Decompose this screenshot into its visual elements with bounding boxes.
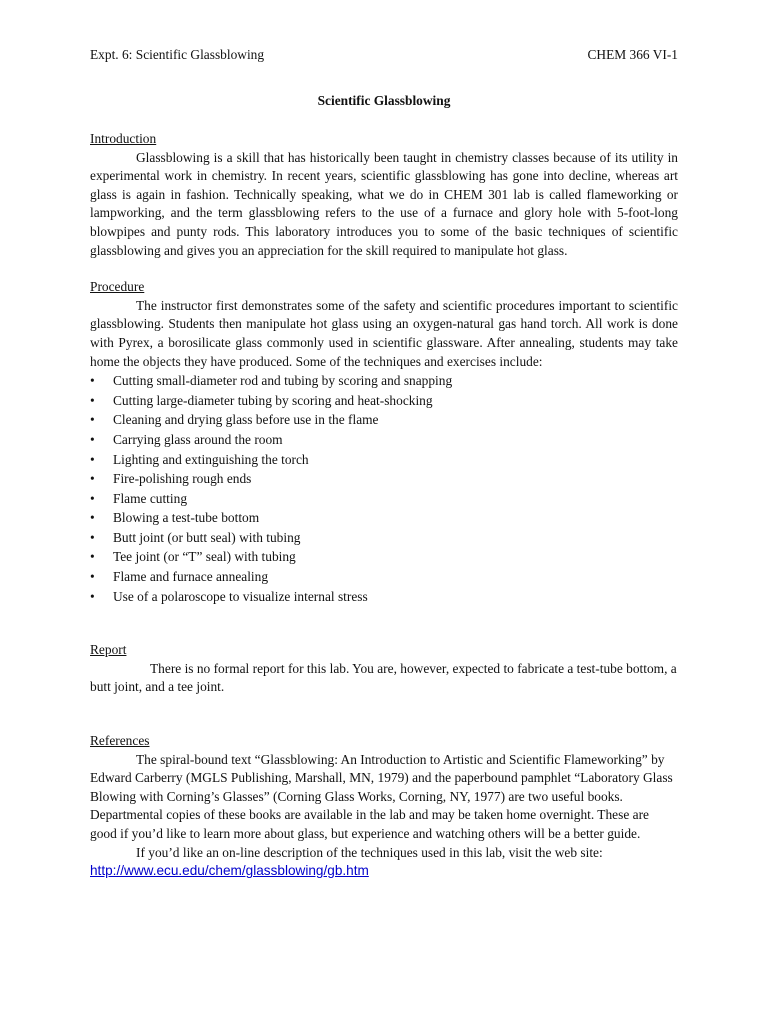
list-item-text: Carrying glass around the room xyxy=(113,431,283,447)
techniques-list xyxy=(90,371,678,606)
bullet-icon: • xyxy=(90,373,95,389)
list-item-text: Lighting and extinguishing the torch xyxy=(113,451,309,467)
list-item xyxy=(90,410,678,430)
list-item-text: Blowing a test-tube bottom xyxy=(113,510,260,526)
list-item xyxy=(90,508,678,528)
procedure-heading: Procedure xyxy=(90,279,145,295)
list-item xyxy=(90,469,678,489)
bullet-icon: • xyxy=(90,392,95,408)
bullet-icon: • xyxy=(90,451,95,467)
list-item xyxy=(90,547,678,567)
list-item-text: Tee joint (or “T” seal) with tubing xyxy=(113,549,296,565)
header-right: CHEM 366 VI-1 xyxy=(587,47,678,62)
document-page xyxy=(90,46,678,881)
bullet-icon: • xyxy=(90,471,95,487)
bullet-icon: • xyxy=(90,490,95,506)
list-item-text: Cutting large-diameter tubing by scoring and heat-shocking xyxy=(113,392,433,408)
report-heading: Report xyxy=(90,642,127,658)
page-title: Scientific Glassblowing xyxy=(317,93,451,108)
list-item-text: Flame and furnace annealing xyxy=(113,569,269,585)
list-item xyxy=(90,391,678,411)
bullet-icon: • xyxy=(90,569,95,585)
report-paragraph: There is no formal report for this lab. You are, however, expected to fabricate a test-tube bottom, a butt joint, and a tee joint. xyxy=(90,660,677,695)
list-item-text: Fire-polishing rough ends xyxy=(113,471,252,487)
list-item xyxy=(90,450,678,470)
list-item-text: Cutting small-diameter rod and tubing by scoring and snapping xyxy=(113,373,453,389)
bullet-icon: • xyxy=(90,588,95,604)
bullet-icon: • xyxy=(90,529,95,545)
list-item xyxy=(90,567,678,587)
references-heading: References xyxy=(90,733,150,749)
list-item-text: Cleaning and drying glass before use in the flame xyxy=(113,412,379,428)
procedure-paragraph: The instructor first demonstrates some of the safety and scientific procedures important to scientific glassblowing. Students then manipulate hot glass using an oxygen-natural gas hand torch. All work is done with Pyrex, a borosilicate glass commonly used in scientific glassware. After annealing, students may take home the objects they have produced. Some of the techniques and exercises include: xyxy=(90,297,678,369)
list-item xyxy=(90,371,678,391)
introduction-heading: Introduction xyxy=(90,131,157,146)
header-left: Expt. 6: Scientific Glassblowing xyxy=(90,47,265,62)
list-item-text: Flame cutting xyxy=(113,490,188,506)
bullet-icon: • xyxy=(90,510,95,526)
references-link-row xyxy=(90,862,678,881)
list-item xyxy=(90,587,678,607)
list-item-text: Butt joint (or butt seal) with tubing xyxy=(113,529,301,545)
bullet-icon: • xyxy=(90,431,95,447)
glassblowing-web-link[interactable]: http://www.ecu.edu/chem/glassblowing/gb.htm xyxy=(90,863,369,879)
list-item xyxy=(90,528,678,548)
bullet-icon: • xyxy=(90,412,95,428)
bullet-icon: • xyxy=(90,549,95,565)
references-paragraph: The spiral-bound text “Glassblowing: An Introduction to Artistic and Scientific Flameworking” by Edward Carberry (MGLS Publishing, Marshall, MN, 1979) and the paperbound pamphlet “Laboratory Glass Blowing with Corning’s Glasses” (Corning Glass Works, Corning, NY, 1977) are two useful books. Departmental copies of these books are available in the lab and may be taken home overnight. These are good if you’d like to learn more about glass, but experience and watching others will be a better guide. xyxy=(90,751,673,841)
list-item xyxy=(90,489,678,509)
list-item-text: Use of a polaroscope to visualize internal stress xyxy=(113,588,368,604)
references-web-paragraph: If you’d like an on-line description of the techniques used in this lab, visit the web site: xyxy=(136,844,603,860)
page-header xyxy=(90,46,678,66)
list-item xyxy=(90,430,678,450)
introduction-paragraph: Glassblowing is a skill that has historically been taught in chemistry classes because of its utility in experimental work in chemistry. In recent years, scientific glassblowing has gone into decline, whereas art glass is again in fashion. Technically speaking, what we do in CHEM 301 lab is called flameworking or lampworking, and the term glassblowing refers to the use of a furnace and glory hole with 5-foot-long blowpipes and punty rods. This laboratory introduces you to some of the basic techniques of scientific glassblowing and gives you an appreciation for the skill required to manipulate hot glass. xyxy=(90,149,678,258)
